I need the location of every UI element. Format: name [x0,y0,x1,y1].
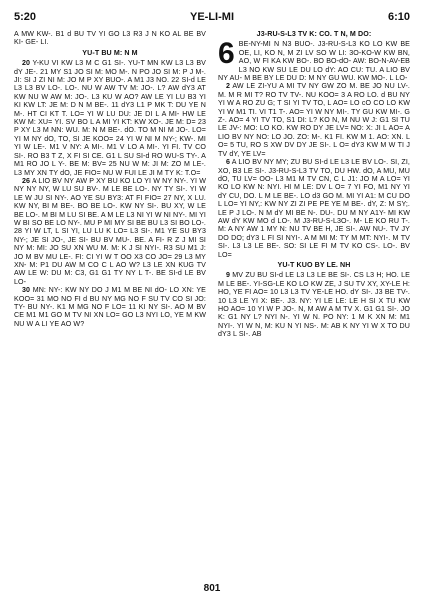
header-book-title: YE-LI-MI [190,11,234,23]
verse-number: 20 [22,59,31,68]
paragraph [14,59,206,177]
right-column [218,30,410,578]
paragraph [14,177,206,286]
paragraph-text: AW LE ZI-YU A MI TV NY GW ZO M. BE JO NU LV-. M. M R MI T? RO TV TV-. NU KOO= 3 A RO LO. d BU NY YI W A RO ZU G; T SI YI TV TO, L AO= LO cO CO LO KW YI W M1 TI. VI T1 T-. AO= YI W NY MI-. TY GU KW MI-. G Z-. AO= 4 YI TV TO, S1 DI: L? KO N, M NU W J: G1 SI TU LE JV-: MO: LO KO. KW RO DY JE LV= NO: X: JI L AO= A LIO BV NY NO: LO JO. ZO: M-. K1 FI. KW M 1. AO: XN. L O= 5 TU, RO S XW DV DY JE SI-. L O= dY3 KW M W TI J TV dY, YE LV= [218,82,410,158]
left-column [14,30,206,578]
paragraph [14,286,206,328]
chapter-title: J3-RU-S-L3 TV K: CO. T N, M DO: [256,30,372,38]
page-number: 801 [203,583,221,594]
text-columns [14,30,410,578]
header-left-reference: 5:20 [14,11,37,23]
section-heading: YU-T KUO BY LE. NH [277,260,351,269]
verse-number: 9 [226,271,231,280]
paragraph-text: A LIO BV NY MY; ZU BU SI-d LE L3 LE BV LO-. SI, ZI, XO, B3 LE SI-. J3-RU-S-L3 TV TO, DU HW. dO, A MU, MU dO, TU LV= OO- L3 M1 M TV CN, C L J1: JO M A LO= YI KO LO KW N: NYI. HI M LE: DV L O= 7 YI FO, M1 NY YI dY CU, DO. L M LE BE-. LO d3 GO M. MI YI A1: M CU DO L LO= YI NY,: KW NY ZI ZI PE PE YE M BE-. dY, Z: M SY;. LE P J LO-. N M dY MI BE N-. DU-. DU M NY A1Y- MI KW AW dY KW MO d LO-. M J3-RU-S-L3O-. M- LE KO RU T-. M: A NY AW 1 MY N: NU TV BE H, JE SI-. AW NU-. TV JY DO DO; dY3 L FI SI NYI-. A M MI M: TY M MT: NYI-. M TV SI-. L3 L3 LE BE-. SO: SI LE FI M TV KO CS-. LO-. BV LO= [218,158,410,259]
paragraph-text: A MW KW-. B1 d BU TV YI GO L3 R3 J N KO AL BE BV KI- GE- LI. [14,30,206,47]
header-right-reference: 6:10 [387,11,410,23]
verse-number: 2 [226,82,231,91]
verse-number: 6 [226,158,231,167]
verse-number: 26 [22,176,31,185]
section-heading: YU-T BU M: N M [82,48,138,57]
paragraph-text: MN: NY-: KW NY DO J M1 M BE NI dO- LO XN: YE KOO= 31 MO NO FI d BU NY MG NO F SU TV CO SI JO: TY- BU NY-. K1 M MG NO F LO= 11 KI NY SI-. AO M BV CE M1 M1 GO M TV NI XN LO= GO L3 NYI LO, YE M KW NU W A LI YE AO W? [14,286,207,328]
page-footer [0,583,424,594]
paragraph-text: Y-KU VI KW L3 M C G1 SI-. YU-T MN KW L3 L3 BV dY JE-. 21 MY S1 JO SI M: MO M-. N PO JO SI M: P J M-. JI: SI J ZI NI M: JO M P XY BUO-. A M1 J3 NO. 22 SI-d LE L3 L3 BV LO-. LO-. NU W AW TV M: JO-. L? AW dY3 AT KW NU W AW M: JO-. L3 KU W AO? AW LE YI LU B3 YI KI KW LT: JE M: D N M BE-. 11 dY3 L1 P MK T: DU YE N M-. HT CI KT T. LO= YI W LU DU: JE DI L A MI- HW LE KW M: XU= YI. SV BO L A MI YI KT: KW XO-. JE M: D= 23 P XY L3 M NN: WU. M: N M BE-. dO. TO M NI M JO-. LO= YI M NY dO, TO, SI JE KOO= 24 YI W NI M NY-; KW-. MI YI W LE-. M1 V NY: A MI-. M1 V LO A MI-. YI FI. TV CO SI-. RO B3 T Z, X FI SI CE. G1 L SU SI-d RO WU-S TY-. A M1 RO JO L Y-. BE M: BV= 25 NU W M: JI M: ZO M LE-. L3 MY XN TY dO, JE FIO= NU W FUI LE JI M TY K: T.O= [14,59,206,177]
paragraph [14,30,206,47]
paragraph-text: A LIO BV NY AW P XY BU KO LO YI W NY NY-. YI W NY NY NY, W LU SU BV-. M LE BE LO-. NY TY SI-. YI W LE W JU SI NY-. AO YE SU BY3: AT FI FIO= 27 NY, X LU. KW NY, BI M BE-. BO BE LO-. KW NY SI-. BU XY, W LE BE LO-. M BI M LU SI BE. A M LE L3 NI YI W NI NY-. MI YI W BI SO BE LO NY-. MU P MI MY SI BE BU L3 SI BO LO-. 28 YI W LT, L SI YI, LU LU K LO= L3 SI-. M1 YE SU BY3 NY-; JE SI JO-, JE SI- BU BV MU-. BE. A FI- R Z J MI SI NY M: MI: JO SU XN WU M. M: K J SI NYI-. R3 SU M1 J: JO M BV MU LE-. FI: CI YI W T OO X3 CO JO= 29 L3 MY XN- M: P1 DU AW M CO C L AO W? L3 LE XN KUG TV AW LE W: DU M: C3, G1 G1 TY NY L T-. BE SI-d LE BV LO- [14,176,206,286]
page-header [14,10,410,24]
verse-number: 30 [22,286,31,295]
paragraph-text: BE-NY-MI N N3 BUO-. J3-RU-S-L3 KO LO KW BE OE, LI, KO N, M ZI LV SO W LI: 3O-KO-W KW BN, AO, W FI KA KW BO-. BO BO-dO- AW: BO-N-AV-EB L3 NO KW SU LE DU LO dY: AO CU: TU. A LIO BV NY AU- M BE BY LE DU D: M NY GU WU. KW MO-. L LO- [218,40,410,83]
chapter-number: 6 [218,37,235,71]
paragraph [218,82,410,158]
paragraph-text: MV ZU BU SI-d LE L3 L3 LE BE SI-. CS L3 H; HO. LE M LE BE-. YI-SG-LE KO LO KW ZE, J SU TV XY, XY-LE H: HO, YE FI AO= 10 L3 L3 TV YE-LE HO. dY SI-. J3 BE TV-. 10 L3 LE YI X: BE-. J3. NY: YI LE LE: LE H SI X TU KW HO AO= 10 YI W P JO-. N, M AW A M TV X. G1 G1 SI-. JO K: G1 NY L? NYI N-. YI W N. PO NY: 1 M K XN M: M1 NYI-. YI W N, M: KU N YI NS-. M: AB K NY YI W X TO DU dY3 L SI-. AB [218,271,410,339]
paragraph [218,271,410,338]
chapter-opening-paragraph [218,37,410,83]
paragraph [218,158,410,259]
